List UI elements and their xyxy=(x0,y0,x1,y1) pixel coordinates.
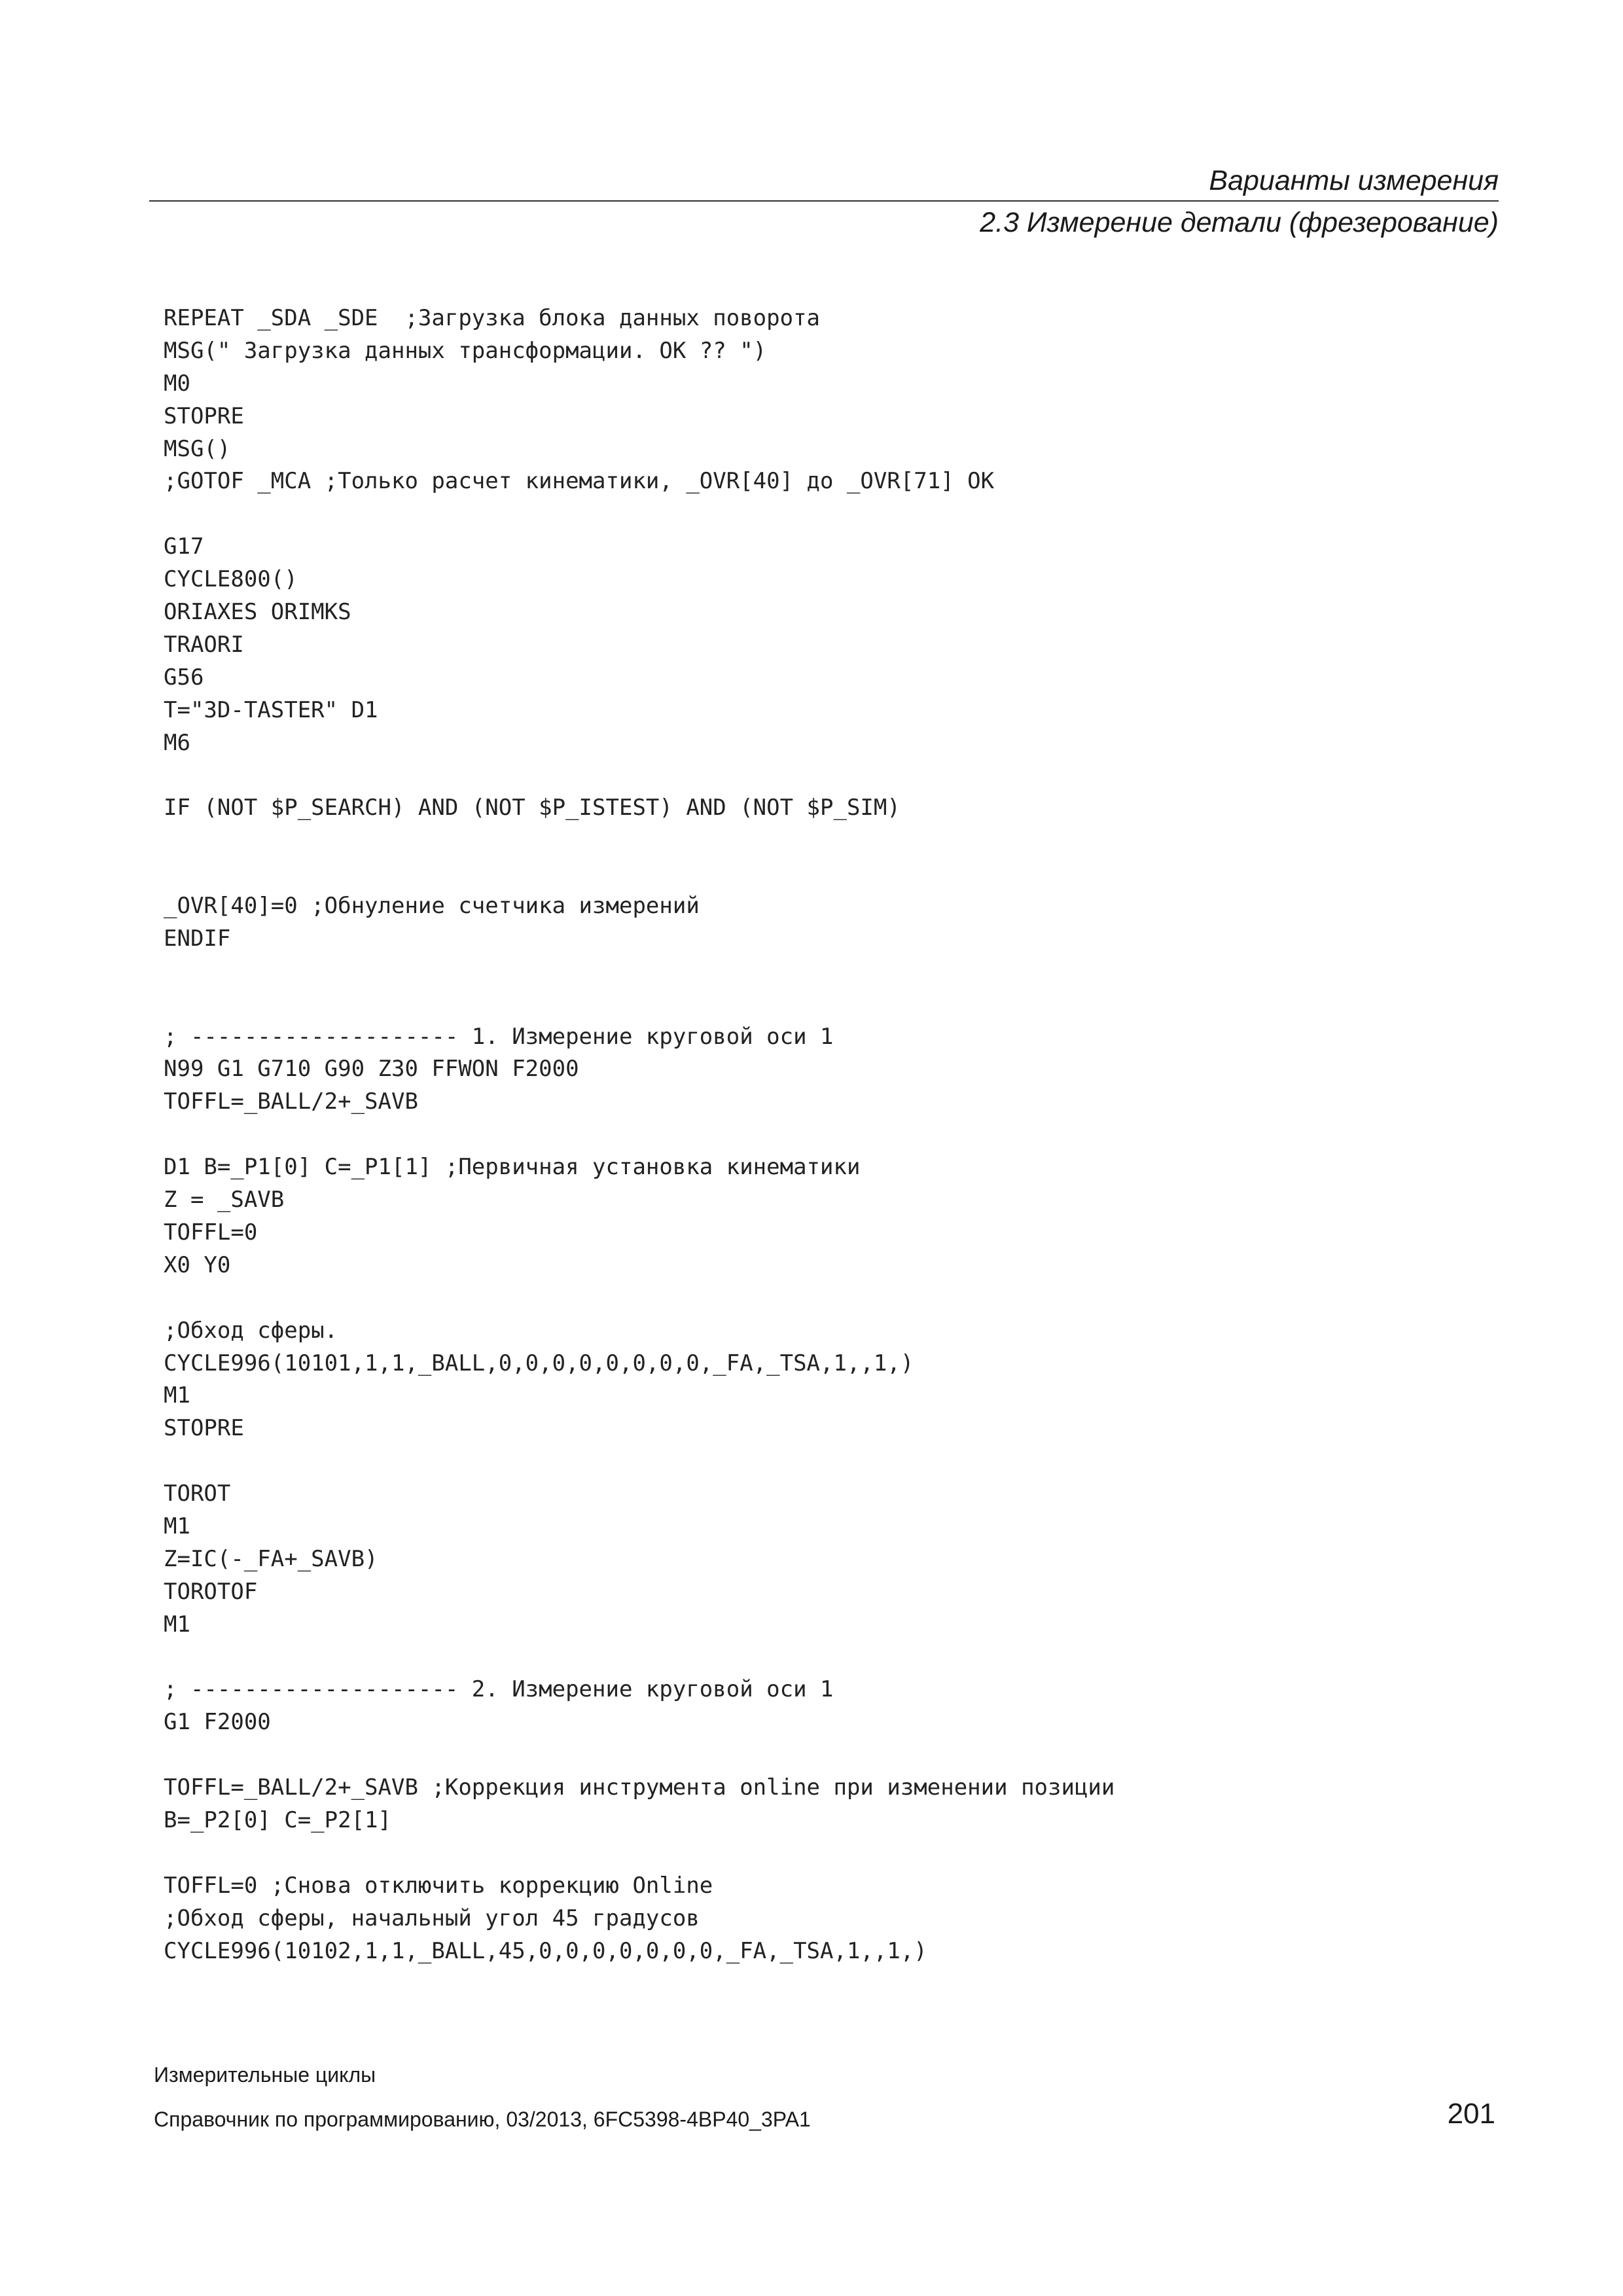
code-listing xyxy=(164,302,1472,1967)
code-line: M1 xyxy=(164,1382,190,1409)
code-blank-line xyxy=(164,825,1472,857)
code-line: CYCLE800() xyxy=(164,566,298,593)
code-blank-line xyxy=(164,857,1472,890)
header-section-title: 2.3 Измерение детали (фрезерование) xyxy=(980,207,1499,238)
footer-document-info-row xyxy=(154,2098,1495,2134)
code-line: X0 Y0 xyxy=(164,1251,231,1278)
page-header xyxy=(149,162,1499,241)
code-line: IF (NOT $P_SEARCH) AND (NOT $P_ISTEST) AND (NOT $P_SIM) xyxy=(164,795,901,821)
code-line: ENDIF xyxy=(164,925,231,952)
code-blank-line xyxy=(164,498,1472,531)
code-line: REPEAT _SDA _SDE ;Загрузка блока данных поворота xyxy=(164,305,821,331)
code-line: D1 B=_P1[0] C=_P1[1] ;Первичная установка кинематики xyxy=(164,1154,861,1181)
code-line: TOROTOF xyxy=(164,1578,258,1605)
code-line: _OVR[40]=0 ;Обнуление счетчика измерений xyxy=(164,893,700,920)
code-line: MSG() xyxy=(164,435,231,462)
code-line: TRAORI xyxy=(164,631,244,658)
footer-document-info: Справочник по программированию, 03/2013, 6FC5398-4BP40_3PA1 xyxy=(154,2108,811,2131)
code-line: ;Обход сферы. xyxy=(164,1317,338,1344)
code-line: TOROT xyxy=(164,1480,231,1507)
code-line: TOFFL=0 xyxy=(164,1219,258,1246)
code-line: T="3D-TASTER" D1 xyxy=(164,696,378,723)
code-line: ;Обход сферы, начальный угол 45 градусов xyxy=(164,1905,700,1931)
code-line: M1 xyxy=(164,1513,190,1539)
code-line: TOFFL=_BALL/2+_SAVB ;Коррекция инструмента online при изменении позиции xyxy=(164,1774,1115,1801)
code-blank-line xyxy=(164,956,1472,988)
code-line: M1 xyxy=(164,1611,190,1638)
code-blank-line xyxy=(164,1739,1472,1772)
code-blank-line xyxy=(164,988,1472,1021)
code-line: G56 xyxy=(164,664,204,691)
code-blank-line xyxy=(164,759,1472,792)
code-line: TOFFL=0 ;Снова отключить коррекцию Online xyxy=(164,1872,713,1899)
page-number: 201 xyxy=(1447,2098,1495,2130)
footer-document-title: Измерительные циклы xyxy=(154,2063,376,2087)
code-line: ORIAXES ORIMKS xyxy=(164,599,351,626)
code-line: CYCLE996(10101,1,1,_BALL,0,0,0,0,0,0,0,0,_FA,_TSA,1,,1,) xyxy=(164,1350,914,1376)
code-line: N99 G1 G710 G90 Z30 FFWON F2000 xyxy=(164,1056,579,1083)
code-line: Z = _SAVB xyxy=(164,1187,285,1213)
code-blank-line xyxy=(164,1119,1472,1151)
code-line: CYCLE996(10102,1,1,_BALL,45,0,0,0,0,0,0,0,_FA,_TSA,1,,1,) xyxy=(164,1937,927,1964)
code-line: STOPRE xyxy=(164,403,244,429)
header-title: Варианты измерения xyxy=(1209,165,1499,196)
code-line: ; -------------------- 1. Измерение круговой оси 1 xyxy=(164,1023,834,1050)
header-divider xyxy=(149,200,1499,202)
code-line: G1 F2000 xyxy=(164,1709,271,1736)
code-line: M6 xyxy=(164,729,190,756)
code-line: STOPRE xyxy=(164,1415,244,1442)
code-line: G17 xyxy=(164,533,204,560)
code-blank-line xyxy=(164,1445,1472,1478)
code-line: TOFFL=_BALL/2+_SAVB xyxy=(164,1088,418,1115)
code-blank-line xyxy=(164,1641,1472,1674)
code-line: M0 xyxy=(164,370,190,397)
code-line: Z=IC(-_FA+_SAVB) xyxy=(164,1545,378,1572)
code-blank-line xyxy=(164,1282,1472,1315)
code-line: MSG(" Загрузка данных трансформации. OK ?? ") xyxy=(164,337,767,364)
code-line: ;GOTOF _MCA ;Только расчет кинематики, _OVR[40] до _OVR[71] OK xyxy=(164,468,995,495)
code-line: ; -------------------- 2. Измерение круговой оси 1 xyxy=(164,1676,834,1703)
code-blank-line xyxy=(164,1837,1472,1870)
page-footer xyxy=(154,2060,1495,2134)
code-line: B=_P2[0] C=_P2[1] xyxy=(164,1806,391,1833)
